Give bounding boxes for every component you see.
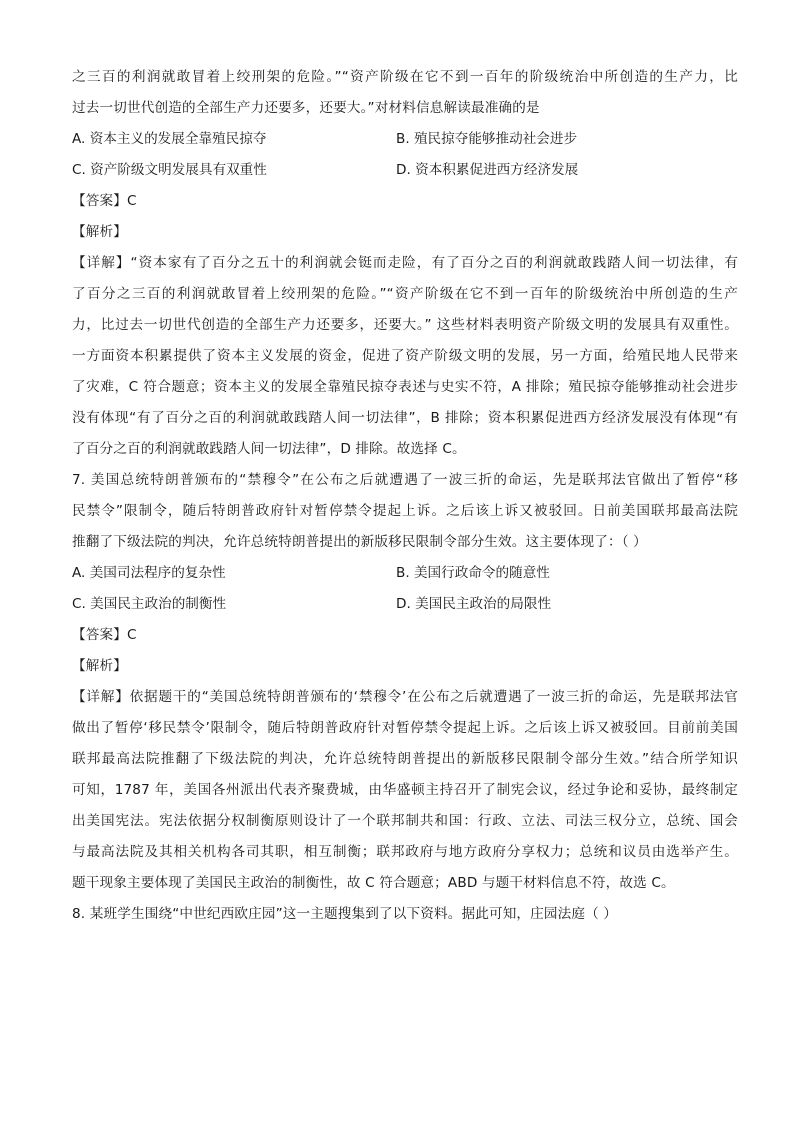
q6-detail-line-6: 没有体现“有了百分之百的利润就敢践踏人间一切法律”，B 排除；资本积累促进西方经济发展没有体现“有 — [72, 410, 738, 426]
q7-option-c: C. 美国民主政治的制衡性 — [72, 596, 227, 612]
q6-option-a: A. 资本主义的发展全靠殖民掠夺 — [72, 131, 267, 147]
q7-stem-line-3: 推翻了下级法院的判决，允许总统特朗普提出的新版移民限制令部分生效。这主要体现了：（ ） — [72, 534, 647, 550]
q6-answer: 【答案】C — [72, 193, 137, 209]
q7-option-b: B. 美国行政命令的随意性 — [396, 565, 550, 581]
q7-analysis-heading: 【解析】 — [72, 658, 127, 674]
q7-detail-line-5: 出美国宪法。宪法依据分权制衡原则设计了一个联邦制共和国：行政、立法、司法三权分立，总统、国会 — [72, 813, 738, 829]
q6-options-row-1 — [72, 124, 738, 155]
q6-option-b: B. 殖民掠夺能够推动社会进步 — [396, 131, 578, 147]
q6-detail-line-5: 了灾难，C 符合题意；资本主义的发展全靠殖民掠夺表述与史实不符，A 排除；殖民掠夺能够推动社会进步 — [72, 379, 738, 395]
q7-stem-line-1: 7. 美国总统特朗普颁布的“禁穆令”在公布之后就遭遇了一波三折的命运，先是联邦法官做出了暂停“移 — [72, 472, 738, 488]
q6-detail-line-3: 力，比过去一切世代创造的全部生产力还要多，还要大。” 这些材料表明资产阶级文明的发展具有双重性。 — [72, 317, 738, 333]
q7-answer: 【答案】C — [72, 627, 137, 643]
q6-detail-line-7: 了百分之百的利润就敢践踏人间一切法律”，D 排除。故选择 C。 — [72, 441, 466, 457]
q6-option-c: C. 资产阶级文明发展具有双重性 — [72, 162, 267, 178]
q7-detail-line-3: 联邦最高法院推翻了下级法院的判决，允许总统特朗普提出的新版移民限制令部分生效。”结合所学知识 — [72, 751, 738, 767]
q6-options-row-2 — [72, 155, 738, 186]
q6-detail-line-2: 了百分之三百的利润就敢冒着上绞刑架的危险。”“资产阶级在它不到一百年的阶级统治中所创造的生产 — [72, 286, 738, 302]
q6-detail-line-4: 一方面资本积累提供了资本主义发展的资金，促进了资产阶级文明的发展，另一方面，给殖民地人民带来 — [72, 348, 738, 364]
q7-option-a: A. 美国司法程序的复杂性 — [72, 565, 226, 581]
q6-stem-line-1: 之三百的利润就敢冒着上绞刑架的危险。”“资产阶级在它不到一百年的阶级统治中所创造的生产力，比 — [72, 69, 738, 85]
q7-options-row-2 — [72, 589, 738, 620]
q6-stem-line-2: 过去一切世代创造的全部生产力还要多，还要大。”对材料信息解读最准确的是 — [72, 100, 540, 116]
q7-option-d: D. 美国民主政治的局限性 — [396, 596, 552, 612]
q6-option-d: D. 资本积累促进西方经济发展 — [396, 162, 579, 178]
q7-detail-line-6: 与最高法院及其相关机构各司其职，相互制衡；联邦政府与地方政府分享权力；总统和议员由选举产生。 — [72, 844, 738, 860]
q6-analysis-heading: 【解析】 — [72, 224, 127, 240]
q7-detail-line-2: 做出了暂停‘移民禁令’限制令，随后特朗普政府针对暂停禁令提起上诉。之后该上诉又被驳回。目前前美国 — [72, 720, 738, 736]
q7-detail-line-1: 【详解】依据题干的“美国总统特朗普颁布的‘禁穆令’在公布之后就遭遇了一波三折的命运，先是联邦法官 — [72, 689, 738, 705]
q6-detail-line-1: 【详解】“资本家有了百分之五十的利润就会铤而走险，有了百分之百的利润就敢践踏人间一切法律，有 — [72, 255, 738, 271]
q7-detail-line-4: 可知，1787 年，美国各州派出代表齐聚费城，由华盛顿主持召开了制宪会议，经过争论和妥协，最终制定 — [72, 782, 738, 798]
document-page — [72, 62, 738, 930]
q7-detail-line-7: 题干现象主要体现了美国民主政治的制衡性，故 C 符合题意；ABD 与题干材料信息不符，故选 C。 — [72, 875, 675, 891]
q7-stem-line-2: 民禁令”限制令，随后特朗普政府针对暂停禁令提起上诉。之后该上诉又被驳回。日前美国联邦最高法院 — [72, 503, 738, 519]
q7-options-row-1 — [72, 558, 738, 589]
q8-stem-line-1: 8. 某班学生围绕“中世纪西欧庄园”这一主题搜集到了以下资料。据此可知，庄园法庭（ ） — [72, 906, 618, 922]
